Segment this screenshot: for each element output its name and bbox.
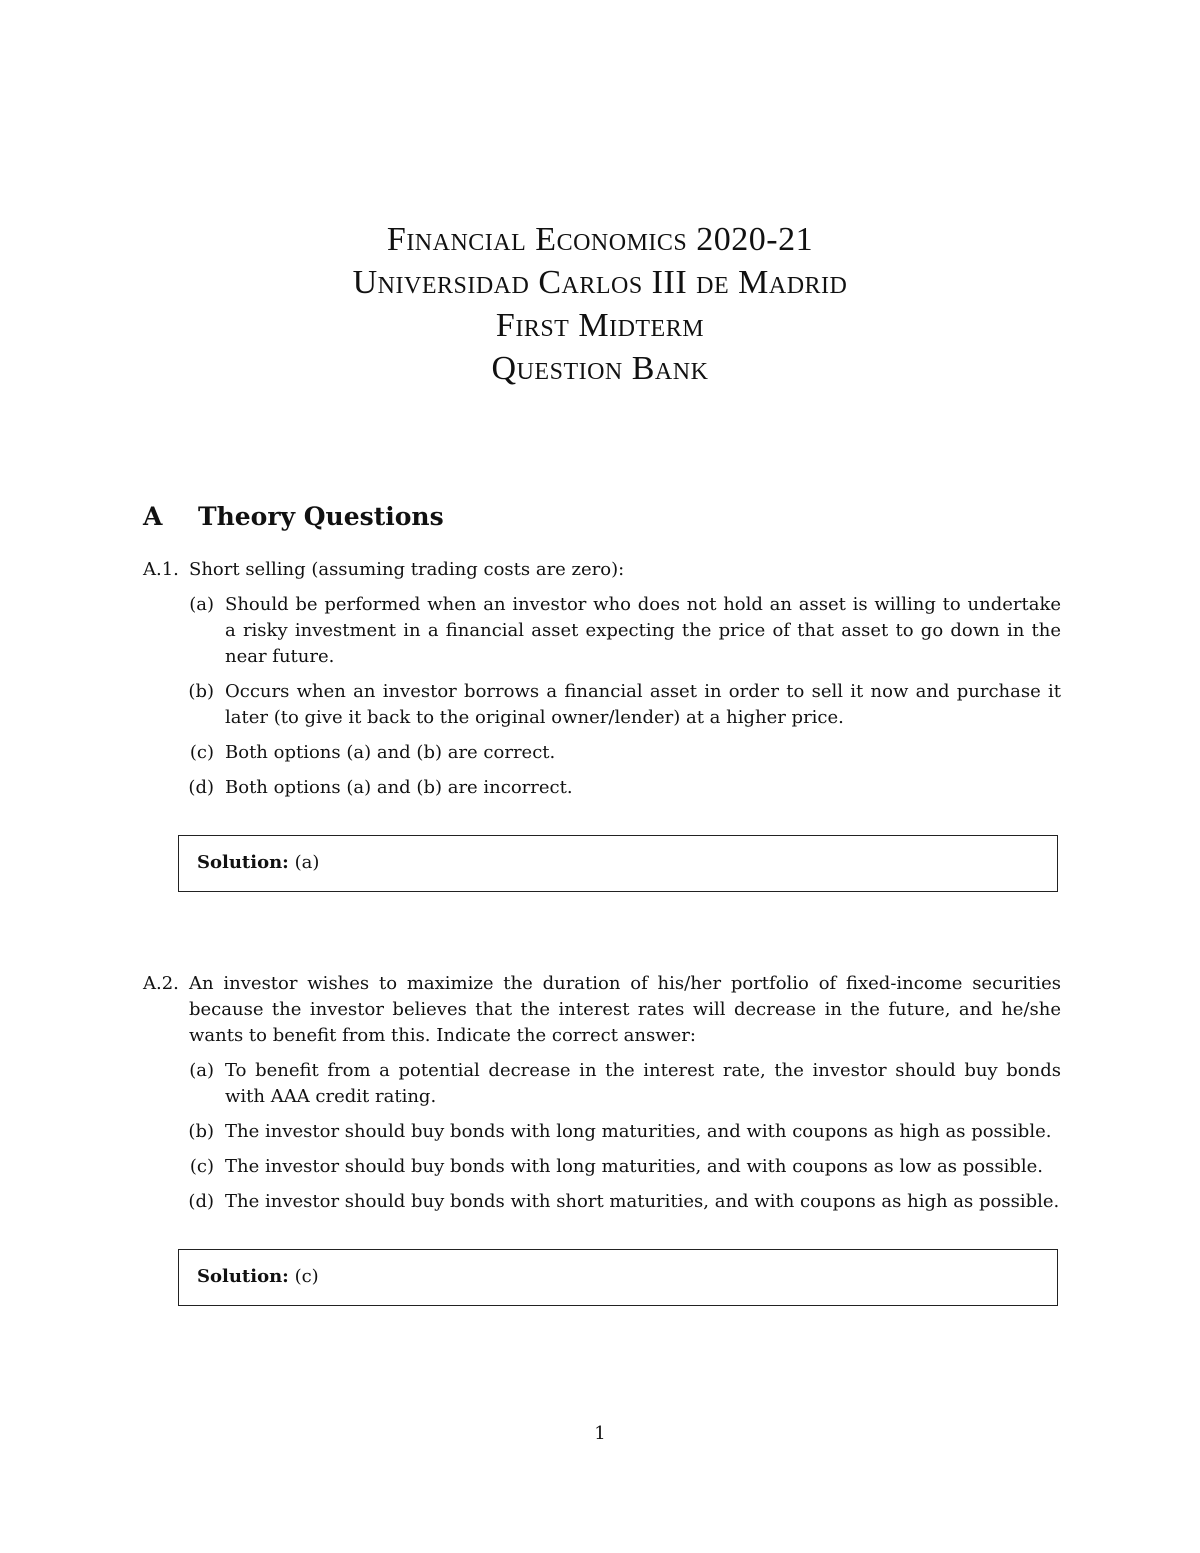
option-text: Both options (a) and (b) are correct. — [225, 742, 556, 763]
option-text: To benefit from a potential decrease in the interest rate, the investor should buy bonds with AAA credit rating. — [225, 1060, 1061, 1107]
question-a2 — [143, 971, 1061, 1215]
option-d — [143, 775, 1061, 801]
solution-label: Solution: — [197, 1266, 289, 1287]
option-text: Both options (a) and (b) are incorrect. — [225, 777, 573, 798]
option-text: The investor should buy bonds with short maturities, and with coupons as high as possible. — [225, 1191, 1060, 1212]
question-a1 — [143, 557, 1061, 801]
option-c — [143, 740, 1061, 766]
option-b — [143, 679, 1061, 731]
option-a — [143, 1058, 1061, 1110]
option-text: Occurs when an investor borrows a financial asset in order to sell it now and purchase it later (to give it back to the original owner/lender) at a higher price. — [225, 681, 1061, 728]
option-label: (a) — [189, 594, 214, 615]
question-prompt — [143, 971, 1061, 1049]
page-number: 1 — [594, 1423, 606, 1444]
document-title — [0, 218, 1200, 390]
option-text: The investor should buy bonds with long maturities, and with coupons as low as possible. — [225, 1156, 1043, 1177]
option-label: (a) — [189, 1060, 214, 1081]
question-text: Short selling (assuming trading costs are zero): — [189, 559, 625, 580]
option-label: (c) — [189, 742, 214, 763]
title-exam: First Midterm — [495, 307, 705, 344]
option-a — [143, 592, 1061, 670]
title-subtitle: Question Bank — [491, 350, 709, 387]
question-text: An investor wishes to maximize the duration of his/her portfolio of fixed-income securities because the investor believes that the interest rates will decrease in the future, and he/she wants to benefit from this. Indicate the correct answer: — [189, 973, 1061, 1046]
option-text: The investor should buy bonds with long maturities, and with coupons as high as possible. — [225, 1121, 1052, 1142]
option-d — [143, 1189, 1061, 1215]
question-number: A.2. — [143, 973, 179, 994]
question-prompt — [143, 557, 1061, 583]
solution-label: Solution: — [197, 852, 289, 873]
section-title: Theory Questions — [198, 502, 444, 531]
title-course: Financial Economics 2020-21 — [386, 221, 814, 258]
option-label: (b) — [188, 1121, 214, 1142]
solution-box-a2 — [178, 1249, 1058, 1306]
section-letter: A — [143, 502, 163, 531]
title-university: Universidad Carlos III de Madrid — [352, 264, 848, 301]
solution-box-a1 — [178, 835, 1058, 892]
solution-value: (c) — [294, 1266, 319, 1287]
option-label: (d) — [188, 1191, 214, 1212]
option-label: (d) — [188, 777, 214, 798]
option-label: (b) — [188, 681, 214, 702]
option-label: (c) — [189, 1156, 214, 1177]
solution-value: (a) — [294, 852, 320, 873]
option-c — [143, 1154, 1061, 1180]
section-heading — [143, 500, 444, 534]
option-text: Should be performed when an investor who does not hold an asset is willing to undertake a risky investment in a financial asset expecting the price of that asset to go down in the near future. — [225, 594, 1061, 667]
question-number: A.1. — [143, 559, 179, 580]
option-b — [143, 1119, 1061, 1145]
